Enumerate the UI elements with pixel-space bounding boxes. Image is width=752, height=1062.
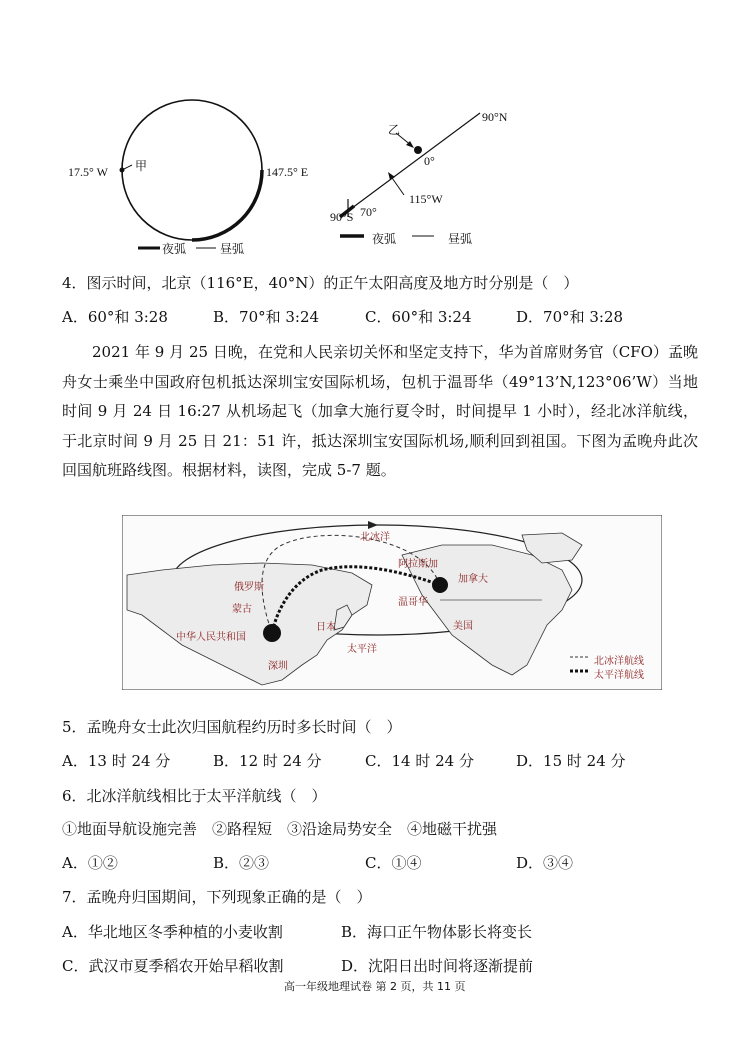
route-map bbox=[122, 515, 662, 690]
q5-option-d[interactable]: D．15 时 24 分 bbox=[516, 752, 626, 770]
map-label-usa: 美国 bbox=[453, 621, 473, 632]
map-label-alaska: 阿拉斯加 bbox=[398, 559, 438, 570]
label-147-5-e: 147.5° E bbox=[266, 165, 309, 179]
marker-vancouver bbox=[432, 577, 448, 593]
map-label-japan: 日本 bbox=[316, 622, 336, 633]
legend-night-text: 夜弧 bbox=[162, 242, 187, 256]
q5-option-b[interactable]: B．12 时 24 分 bbox=[213, 752, 322, 770]
map-label-vancouver: 温哥华 bbox=[398, 597, 428, 608]
page-footer: 高一年级地理试卷 第 2 页，共 11 页 bbox=[284, 980, 466, 993]
q5-option-c[interactable]: C．14 时 24 分 bbox=[365, 752, 474, 770]
q4-option-c[interactable]: C．60°和 3:24 bbox=[365, 308, 472, 326]
q5-option-a[interactable]: A．13 时 24 分 bbox=[62, 752, 171, 770]
passage-text: 2021 年 9 月 25 日晚，在党和人民亲切关怀和坚定支持下，华为首席财务官（CFO）孟晚舟女士乘坐中国政府包机抵达深圳宝安国际机场，包机于温哥华（49°13’N,123°06’W）当地时间 9 月 24 日 16:27 从机场起飞（加拿大施行夏令时，时间提早 1 小时），经北冰洋航线，于北京时间 9 月 25 日 21：51 许，抵达深圳宝安国际机场,顺利回到祖国。下图为孟晚舟此次回国航班路线图。根据材料，读图，完成 5-7 题。 bbox=[62, 343, 698, 479]
q6-stem: 6．北冰洋航线相比于太平洋航线（ ） bbox=[62, 787, 327, 805]
q7-option-d[interactable]: D．沈阳日出时间将逐渐提前 bbox=[341, 957, 534, 975]
q4-option-a[interactable]: A．60°和 3:28 bbox=[62, 308, 168, 326]
q6-items: ①地面导航设施完善 ②路程短 ③沿途局势安全 ④地磁干扰强 bbox=[62, 820, 498, 838]
label-yi: 乙 bbox=[388, 123, 401, 137]
map-label-shenzhen: 深圳 bbox=[268, 661, 288, 672]
map-label-china: 中华人民共和国 bbox=[176, 632, 246, 643]
arrow-115w-head bbox=[388, 172, 395, 180]
label-115w: 115°W bbox=[409, 192, 443, 206]
label-90n: 90°N bbox=[482, 110, 508, 124]
q7-option-b[interactable]: B．海口正午物体影长将变长 bbox=[341, 923, 533, 941]
q7-option-a[interactable]: A．华北地区冬季种植的小麦收割 bbox=[62, 923, 283, 941]
q4-option-d[interactable]: D．70°和 3:28 bbox=[516, 308, 624, 326]
point-jia-dot bbox=[120, 168, 125, 173]
marker-shenzhen bbox=[263, 624, 281, 642]
night-arc bbox=[192, 170, 262, 240]
q4-option-b[interactable]: B．70°和 3:24 bbox=[213, 308, 320, 326]
q6-option-b[interactable]: B．②③ bbox=[213, 854, 270, 872]
q4-stem: 4．图示时间，北京（116°E，40°N）的正午太阳高度及地方时分别是（ ） bbox=[62, 274, 579, 292]
q5-stem: 5．孟晚舟女士此次归国航程约历时多长时间（ ） bbox=[62, 718, 402, 736]
legend-day-text: 昼弧 bbox=[220, 242, 245, 256]
map-label-pacific: 太平洋 bbox=[347, 644, 377, 655]
q7-stem: 7．孟晚舟归国期间，下列现象正确的是（ ） bbox=[62, 888, 372, 906]
legend-day-text-r: 昼弧 bbox=[448, 232, 473, 246]
point-zero-dot bbox=[414, 146, 422, 154]
map-legend-pacific: 太平洋航线 bbox=[594, 670, 644, 681]
q6-option-d[interactable]: D．③④ bbox=[516, 854, 574, 872]
q6-option-a[interactable]: A．①② bbox=[62, 854, 118, 872]
label-70: 70° bbox=[360, 205, 377, 219]
map-label-canada: 加拿大 bbox=[458, 574, 488, 585]
label-jia: 甲 bbox=[135, 159, 148, 173]
point-jia-pointer bbox=[124, 165, 132, 169]
map-legend-arctic: 北冰洋航线 bbox=[594, 656, 644, 667]
legend-night-text-r: 夜弧 bbox=[372, 232, 397, 246]
map-label-mongolia: 蒙古 bbox=[232, 604, 252, 615]
map-label-russia: 俄罗斯 bbox=[234, 582, 264, 593]
label-90s: 90°S bbox=[330, 210, 354, 224]
q7-option-c[interactable]: C．武汉市夏季稻农开始早稻收割 bbox=[62, 957, 284, 975]
label-17-5-w: 17.5° W bbox=[68, 165, 108, 179]
map-label-arctic: 北冰洋 bbox=[360, 532, 390, 543]
label-zero: 0° bbox=[424, 154, 435, 168]
q6-option-c[interactable]: C．①④ bbox=[365, 854, 422, 872]
